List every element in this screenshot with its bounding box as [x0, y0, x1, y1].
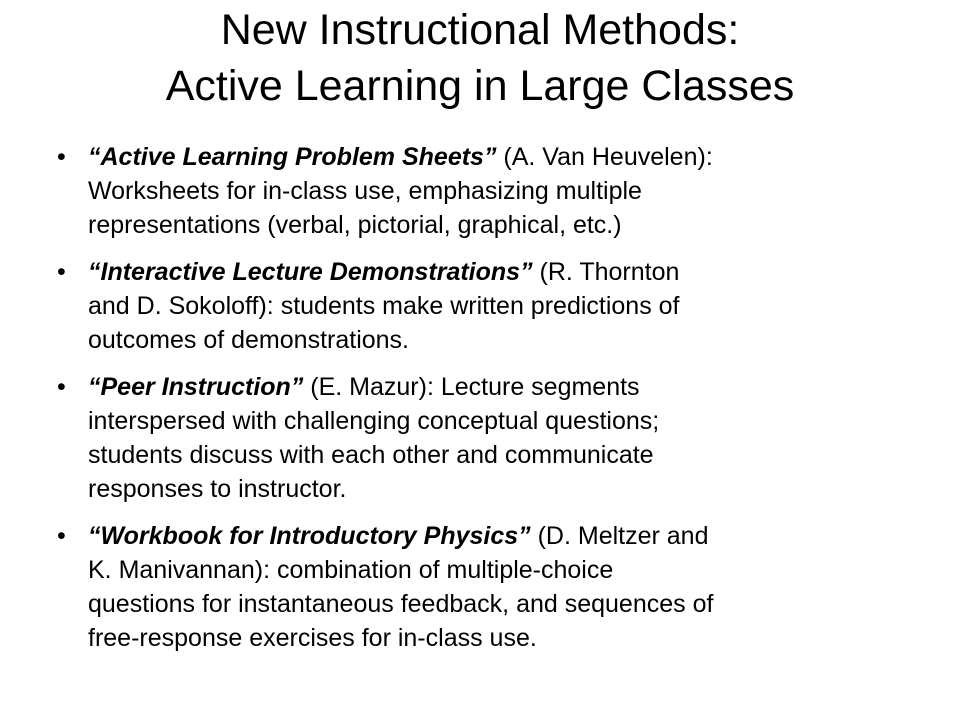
bullet-text: (E. Mazur): Lecture segments	[303, 373, 640, 401]
bullet-line	[88, 370, 930, 404]
slide-title-line-2: Active Learning in Large Classes	[165, 62, 795, 110]
bullet-line: interspersed with challenging conceptual questions;	[88, 407, 660, 435]
bullet-method-name: “Active Learning Problem Sheets”	[88, 143, 497, 171]
bullet-list	[0, 140, 960, 668]
bullet-line: responses to instructor.	[88, 475, 347, 503]
bullet-item	[0, 255, 960, 357]
bullet-line: questions for instantaneous feedback, and sequences of	[88, 590, 714, 618]
bullet-line	[88, 519, 930, 553]
bullet-item	[0, 370, 960, 506]
bullet-line: students discuss with each other and communicate	[88, 441, 654, 469]
slide-title	[0, 2, 960, 114]
bullet-marker: •	[57, 373, 66, 401]
bullet-text: (A. Van Heuvelen):	[496, 143, 713, 171]
bullet-line	[88, 140, 930, 174]
bullet-marker: •	[57, 143, 66, 171]
bullet-item	[0, 140, 960, 242]
bullet-line: and D. Sokoloff): students make written predictions of	[88, 292, 680, 320]
bullet-text: (D. Meltzer and	[530, 522, 709, 550]
bullet-line: free-response exercises for in-class use.	[88, 624, 537, 652]
bullet-line: Worksheets for in-class use, emphasizing multiple	[88, 177, 642, 205]
bullet-method-name: “Interactive Lecture Demonstrations”	[88, 258, 533, 286]
bullet-line: K. Manivannan): combination of multiple-choice	[88, 556, 614, 584]
bullet-line: representations (verbal, pictorial, graphical, etc.)	[88, 211, 622, 239]
bullet-marker: •	[57, 522, 66, 550]
bullet-method-name: “Peer Instruction”	[88, 373, 304, 401]
bullet-line	[88, 255, 930, 289]
bullet-line: outcomes of demonstrations.	[88, 326, 409, 354]
bullet-item	[0, 519, 960, 655]
slide-title-line-1: New Instructional Methods:	[220, 6, 740, 54]
bullet-method-name: “Workbook for Introductory Physics”	[88, 522, 531, 550]
bullet-text: (R. Thornton	[532, 258, 680, 286]
bullet-marker: •	[57, 258, 66, 286]
